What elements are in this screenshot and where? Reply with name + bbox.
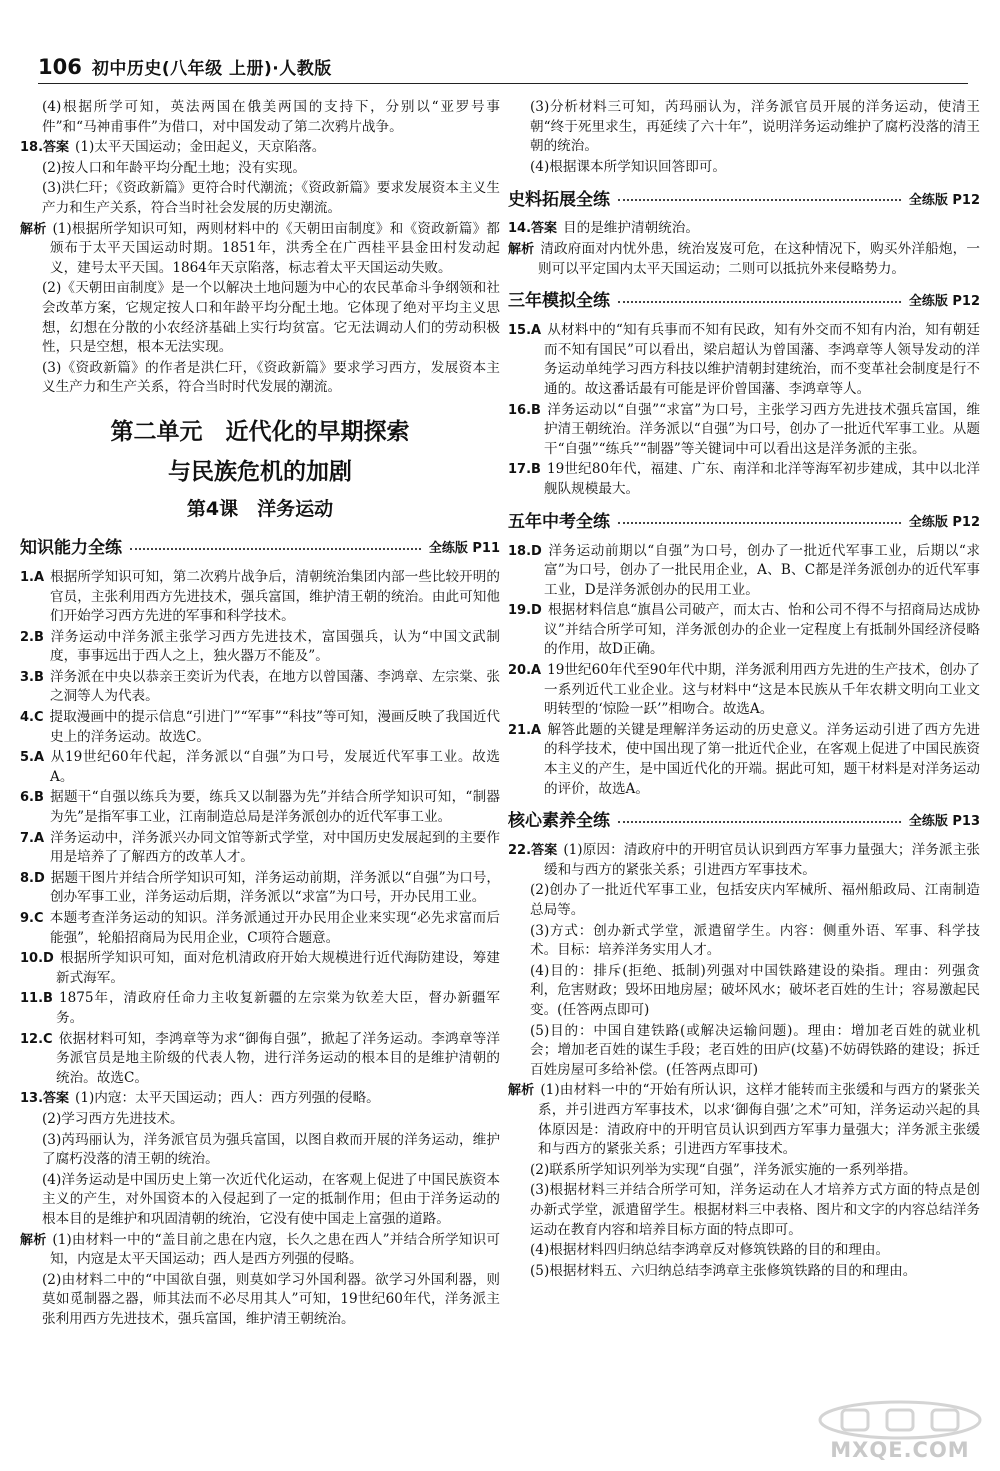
section-title: 三年模拟全练	[508, 291, 610, 312]
right-top-blocks	[508, 98, 980, 177]
answer-item	[508, 158, 980, 178]
section-divider	[130, 548, 421, 550]
answer-label: 7.A	[20, 830, 45, 846]
answer-item	[20, 220, 500, 279]
answer-text: 据题干“自强以练兵为要，练兵又以制器为先”并结合所学知识可知，“制器为先”是指军事工业，江南制造总局是洋务派创办的近代军事工业。	[49, 789, 500, 826]
unit-title-line1: 第二单元 近代化的早期探索	[110, 418, 410, 445]
answer-item	[20, 869, 500, 908]
answer-item	[20, 1231, 500, 1270]
answer-item	[20, 748, 500, 787]
answer-item	[20, 359, 500, 398]
answer-label: 13.答案	[20, 1091, 70, 1107]
section-header-core	[508, 809, 980, 835]
section-ref: 全练版 P12	[908, 514, 980, 530]
answer-item	[20, 708, 500, 747]
answer-label: 12.C	[20, 1031, 53, 1047]
watermark-logo-icon	[812, 1396, 988, 1440]
answer-item	[20, 628, 500, 667]
answer-label: 22.答案	[508, 843, 558, 859]
answer-text: 洋务运动中，洋务派兴办同文馆等新式学堂，对中国历史发展起到的主要作用是培养了了解西方的改革人才。	[50, 829, 500, 866]
unit-title-line2: 与民族危机的加剧	[168, 458, 352, 485]
answer-text: (1)由材料一中的“盖目前之患在内寇，长久之患在西人”并结合所学知识可知，内寇是太平天国运动；西人是西方列强的侵略。	[50, 1231, 500, 1268]
answer-label: 解析	[508, 241, 535, 257]
section-divider	[618, 522, 901, 524]
section-ref: 全练版 P11	[428, 541, 500, 557]
three-year-answers	[508, 321, 980, 499]
answer-label: 21.A	[508, 722, 542, 738]
section-title: 核心素养全练	[508, 811, 610, 832]
answer-item	[20, 949, 500, 988]
answer-text: 洋务派在中央以恭亲王奕䜣为代表，在地方以曾国藩、李鸿章、左宗棠、张之洞等人为代表。	[49, 668, 500, 705]
answer-text: 本题考查洋务运动的知识。洋务派通过开办民用企业来实现“必先求富而后能强”，轮船招商局为民用企业，C项符合题意。	[49, 910, 500, 946]
answer-item	[20, 1030, 500, 1089]
answer-label: 20.A	[508, 663, 542, 679]
answer-text: (4)根据课本所学知识回答即可。	[530, 158, 726, 175]
answer-item	[508, 401, 980, 460]
answer-label: 11.B	[20, 991, 53, 1007]
answer-label: 10.D	[20, 951, 54, 967]
answer-item	[508, 881, 980, 920]
answer-text: 从19世纪60年代起，洋务派以“自强”为口号，发展近代军事工业。故选A。	[50, 749, 500, 785]
section-header-sources	[508, 187, 980, 213]
watermark-text: MXQE.COM	[830, 1438, 970, 1462]
left-answers	[20, 568, 500, 1330]
answer-item	[20, 909, 500, 948]
answer-item	[508, 1241, 980, 1261]
answer-text: (4)根据所学可知，英法两国在俄美两国的支持下，分别以“亚罗号事件”和“马神甫事件”为借口，对中国发动了第二次鸦片战争。	[42, 99, 500, 135]
answer-text: (3)芮玛丽认为，洋务派官员为强兵富国，以图自救而开展的洋务运动，维护了腐朽没落的清王朝的统治。	[42, 1131, 500, 1168]
watermark	[812, 1396, 988, 1466]
answer-item	[508, 601, 980, 660]
answer-label: 解析	[20, 1232, 47, 1248]
answer-label: 2.B	[20, 629, 44, 645]
answer-text: (5)根据材料五、六归纳总结李鸿章主张修筑铁路的目的和理由。	[530, 1262, 917, 1279]
answer-text: (4)洋务运动是中国历史上第一次近代化运动，在客观上促进了中国民族资本主义的产生，对外国资本的入侵起到了一定的抵制作用；但由于洋务运动的根本目的是维护和巩固清朝的统治，它没有使中国走上富强的道路。	[42, 1171, 500, 1227]
answer-item	[508, 1181, 980, 1240]
answer-text: 1875年，清政府任命力主收复新疆的左宗棠为钦差大臣，督办新疆军务。	[56, 990, 500, 1026]
answer-item	[20, 1271, 500, 1330]
section-title: 知识能力全练	[20, 538, 122, 559]
answer-label: 17.B	[508, 462, 541, 478]
core-answers	[508, 841, 980, 1281]
answer-text: (5)目的：中国自建铁路(或解决运输问题)。理由：增加老百姓的就业机会；增加老百姓的谋生手段；老百姓的田庐(坟墓)不妨碍铁路的建设；拆迁百姓房屋可多给补偿。(任答两点即可)	[530, 1022, 980, 1078]
sources-answers	[508, 219, 980, 279]
answer-item	[20, 668, 500, 707]
left-top-blocks	[20, 98, 500, 398]
section-title: 五年中考全练	[508, 511, 610, 532]
answer-text: 依据材料可知，李鸿章等为求“御侮自强”，掀起了洋务运动。李鸿章等洋务派官员是地主阶级的代表人物，进行洋务运动的根本目的是维护清朝的统治。故选C。	[56, 1030, 500, 1086]
answer-text: (3)方式：创办新式学堂，派遣留学生。内容：侧重外语、军事、科学技术。目标：培养洋务实用人才。	[530, 922, 980, 959]
page-header	[38, 52, 968, 84]
answer-label: 19.D	[508, 603, 542, 619]
answer-label: 解析	[508, 1083, 535, 1099]
section-ref: 全练版 P12	[908, 294, 980, 310]
answer-text: (2)学习西方先进技术。	[42, 1110, 184, 1127]
answer-text: (3)根据材料三并结合所学可知，洋务运动在人才培养方式方面的特点是创办新式学堂，派遣留学生。根据材料三中表格、图片和文字的内容总结洋务运动在教育内容和培养目标方面的特点即可。	[530, 1182, 980, 1238]
left-column	[20, 98, 500, 1330]
answer-item	[508, 240, 980, 279]
answer-item	[20, 788, 500, 827]
answer-text: (2)由材料二中的“中国欲自强，则莫如学习外国利器。欲学习外国利器，则莫如觅制器之器，师其法而不必尽用其人”可知，19世纪60年代，洋务派主张利用西方先进技术，强兵富国，维护清王朝统治。	[42, 1271, 500, 1327]
answer-text: 从材料中的“知有兵事而不知有民政，知有外交而不知有内治，知有朝廷而不知有国民”可以看出，梁启超认为曾国藩、李鸿章等人领导发动的洋务运动单纯学习西方科技以维护清朝封建统治，而不变革社会制度是行不通的。故这番话最有可能是评价曾国藩、李鸿章等人。	[544, 322, 980, 397]
answer-label: 8.D	[20, 870, 45, 886]
answer-label: 14.答案	[508, 221, 558, 237]
answer-text: (4)目的：排斥(拒绝、抵制)列强对中国铁路建设的染指。理由：列强贪利，危害财政；毁坏田地房屋；破坏风水；破坏老百姓的生计；容易激起民变。(任答两点即可)	[530, 962, 980, 1018]
answer-label: 1.A	[20, 569, 45, 585]
answer-item	[20, 989, 500, 1028]
answer-text: (2)联系所学知识列举为实现“自强”，洋务派实施的一系列举措。	[530, 1161, 917, 1178]
answer-item	[20, 138, 500, 158]
answer-text: (2)《天朝田亩制度》是一个以解决土地问题为中心的农民革命斗争纲领和社会改革方案，它规定按人口和年龄平均分配土地。它体现了绝对平均主义思想，幻想在分散的小农经济基础上实行均贫富。它无法调动人们的劳动积极性，只是空想，根本无法实现。	[42, 280, 500, 356]
section-ref: 全练版 P12	[908, 192, 980, 208]
answer-item	[508, 922, 980, 961]
answer-text: 根据所学知识可知，面对危机清政府开始大规模进行近代海防建设，筹建新式海军。	[56, 950, 500, 986]
answer-text: 19世纪60年代至90年代中期，洋务派利用西方先进的生产技术，创办了一系列近代工业企业。这与材料中“这是本民族从千年农耕文明向工业文明转型的‘惊险一跃’”相吻合。故选A。	[544, 662, 980, 718]
answer-item	[20, 279, 500, 357]
answer-item	[508, 1081, 980, 1159]
answer-label: 解析	[20, 221, 47, 237]
answer-text: 解答此题的关键是理解洋务运动的历史意义。洋务运动引进了西方先进的科学技术，使中国出现了第一批近代企业，在客观上促进了中国民族资本主义的产生，是中国近代化的开端。据此可知，题干材料是对洋务运动的评价，故选A。	[544, 721, 980, 797]
answer-item	[20, 1110, 500, 1130]
lesson-title: 第4课 洋务运动	[186, 497, 334, 520]
answer-item	[508, 1262, 980, 1282]
answer-text: (2)创办了一批近代军事工业，包括安庆内军械所、福州船政局、江南制造总局等。	[530, 882, 980, 918]
answer-item	[20, 1131, 500, 1170]
answer-item	[20, 1171, 500, 1230]
section-divider	[618, 301, 901, 303]
answer-item	[508, 1022, 980, 1081]
section-header-5yr	[508, 510, 980, 536]
section-header-knowledge	[20, 536, 500, 562]
answer-text: (1)根据所学知识可知，两则材料中的《天朝田亩制度》和《资政新篇》都颁布于太平天国运动时期。1851年，洪秀全在广西桂平县金田村发动起义，建号太平天国。1864年天京陷落，标志着太平天国运动失败。	[50, 220, 500, 276]
answer-text: (2)按人口和年龄平均分配土地；没有实现。	[42, 159, 306, 176]
answer-label: 15.A	[508, 323, 542, 339]
answer-label: 16.B	[508, 402, 541, 418]
answer-item	[20, 179, 500, 218]
answer-text: 据题干图片并结合所学知识可知，洋务运动前期，洋务派以“自强”为口号，创办军事工业，洋务运动后期，洋务派以“求富”为口号，开办民用工业。	[50, 869, 500, 906]
answer-text: 洋务运动以“自强”“求富”为口号，主张学习西方先进技术强兵富国，维护清王朝统治。洋务派以“自强”为口号，创办了一批近代军事工业。从题干“自强”“练兵”“制器”等关键词中可以看出这是洋务派的主张。	[544, 401, 980, 457]
answer-text: (3)《资政新篇》的作者是洪仁玕，《资政新篇》要求学习西方，发展资本主义生产力和生产关系，符合当时时代发展的潮流。	[42, 359, 500, 396]
section-divider	[618, 199, 901, 201]
answer-item	[508, 1161, 980, 1181]
answer-label: 5.A	[20, 750, 45, 766]
answer-item	[20, 98, 500, 137]
answer-item	[508, 962, 980, 1021]
unit-heading	[20, 412, 500, 526]
answer-item	[508, 460, 980, 499]
page-number: 106	[38, 55, 82, 79]
answer-label: 3.B	[20, 669, 44, 685]
answer-text: 提取漫画中的提示信息“引进门”“军事”“科技”等可知，漫画反映了我国近代史上的洋务运动。故选C。	[49, 709, 500, 745]
answer-item	[508, 321, 980, 399]
five-year-answers	[508, 542, 980, 800]
answer-item	[20, 829, 500, 868]
answer-text: (3)洪仁玕；《资政新篇》更符合时代潮流；《资政新篇》要求发展资本主义生产力和生产关系，符合当时社会发展的历史潮流。	[42, 180, 500, 216]
answer-text: (1)由材料一中的“开始有所认识，这样才能转而主张缓和与西方的紧张关系，并引进西方军事技术，以求‘御侮自强’之术”可知，洋务运动兴起的具体原因是：清政府中的开明官员认识到西方军事力量强大；洋务派主张缓和与西方的紧张关系；引进西方军事技术。	[538, 1082, 980, 1158]
answer-text: (4)根据材料四归纳总结李鸿章反对修筑铁路的目的和理由。	[530, 1242, 890, 1259]
answer-label: 9.C	[20, 911, 44, 926]
section-header-3yr	[508, 289, 980, 315]
answer-item	[508, 661, 980, 720]
answer-text: 根据材料信息“旗昌公司破产，而太古、怡和公司不得不与招商局达成协议”并结合所学可知，洋务派创办的企业一定程度上有抵制外国经济侵略的作用，故D正确。	[544, 602, 980, 658]
answer-item	[508, 542, 980, 601]
answer-text: 根据所学知识可知，第二次鸦片战争后，清朝统治集团内部一些比较开明的官员，主张利用西方先进技术，强兵富国，维护清王朝的统治。由此可知他们开始学习西方先进的军事和科学技术。	[50, 568, 500, 625]
answer-label: 18.答案	[20, 140, 70, 156]
answer-label: 6.B	[20, 790, 44, 806]
right-column	[508, 98, 980, 1282]
section-ref: 全练版 P13	[908, 814, 980, 830]
answer-item	[20, 1089, 500, 1109]
book-title: 初中历史(八年级 上册)·人教版	[91, 59, 332, 79]
answer-text: (1)原因：清政府中的开明官员认识到西方军事力量强大；洋务派主张缓和与西方的紧张关系；引进西方军事技术。	[544, 842, 980, 878]
answer-text: (1)内寇：太平天国运动；西人：西方列强的侵略。	[75, 1090, 380, 1107]
answer-item	[20, 568, 500, 627]
answer-label: 4.C	[20, 710, 44, 726]
answer-item	[20, 159, 500, 179]
answer-text: 洋务运动中洋务派主张学习西方先进技术，富国强兵，认为“中国文武制度，事事远出于西人之上，独火器万不能及”。	[49, 628, 500, 665]
answer-text: 清政府面对内忧外患，统治岌岌可危，在这种情况下，购买外洋船炮，一则可以平定国内太平天国运动；二则可以抵抗外来侵略势力。	[538, 240, 980, 277]
answer-label: 18.D	[508, 543, 542, 559]
answer-item	[508, 841, 980, 880]
answer-item	[508, 721, 980, 799]
section-title: 史料拓展全练	[508, 189, 610, 210]
answer-text: 19世纪80年代，福建、广东、南洋和北洋等海军初步建成，其中以北洋舰队规模最大。	[544, 461, 980, 497]
answer-item	[508, 98, 980, 157]
answer-text: 洋务运动前期以“自强”为口号，创办了一批近代军事工业，后期以“求富”为口号，创办了一批民用企业，A、B、C都是洋务派创办的近代军事工业，D是洋务派创办的民用工业。	[544, 542, 980, 598]
answer-text: 目的是维护清朝统治。	[563, 220, 699, 237]
section-divider	[618, 821, 901, 823]
answer-item	[508, 219, 980, 239]
answer-text: (1)太平天国运动；金田起义，天京陷落。	[75, 139, 326, 156]
answer-text: (3)分析材料三可知，芮玛丽认为，洋务派官员开展的洋务运动，使清王朝“终于死里求生，再延续了六十年”，说明洋务运动维护了腐朽没落的清王朝的统治。	[530, 99, 980, 155]
